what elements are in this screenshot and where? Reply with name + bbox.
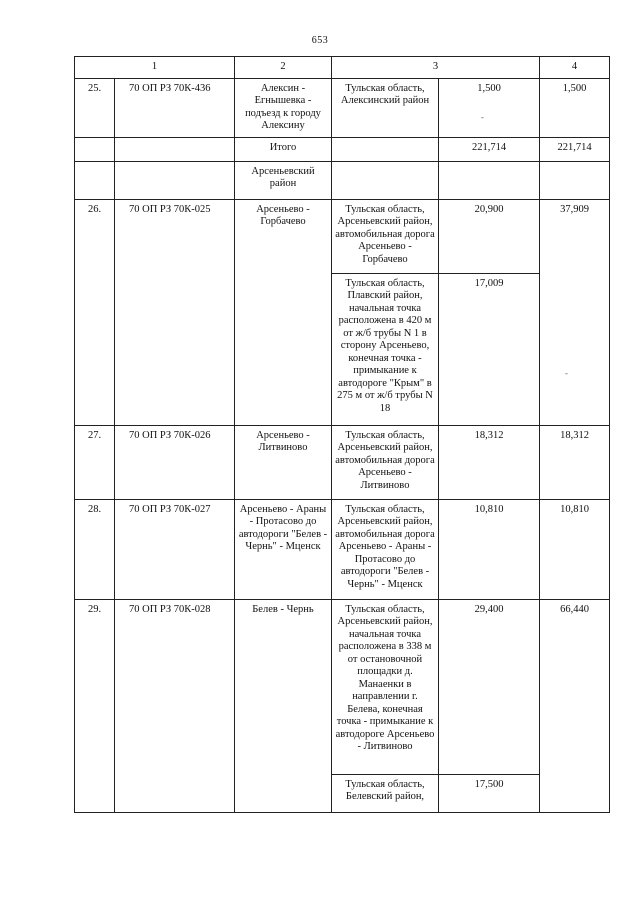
road-location: Тульская область, Арсеньевский район, автомобильная дорога Арсеньево - Горбачево [332,199,439,273]
road-code: 70 ОП РЗ 70К-436 [115,78,235,137]
segment-length: 20,900 [439,199,540,273]
road-name: Арсеньево - Горбачево [235,199,332,425]
segment-length: 18,312 [439,425,540,499]
road-code: 70 ОП РЗ 70К-028 [115,599,235,812]
table-row [75,499,610,599]
table-row [75,425,610,499]
road-code: 70 ОП РЗ 70К-025 [115,199,235,425]
table-row [75,199,610,273]
row-number: 26. [75,199,115,425]
total-sum: 221,714 [540,137,610,161]
roads-table [74,56,610,813]
road-total-length: 18,312 [540,425,610,499]
row-number: 25. [75,78,115,137]
road-name: Арсеньево - Араны - Протасово до автодороги "Белев - Чернь" - Мценск [235,499,332,599]
table-row [75,78,610,137]
road-location: Тульская область, Алексинский район [332,78,439,137]
segment-length: 17,009 [439,273,540,425]
segment-length: 10,810 [439,499,540,599]
table-row [75,599,610,774]
road-name: Алексин - Егнышевка - подъезд к городу Алексину [235,78,332,137]
page-number: 653 [311,35,329,46]
road-code: 70 ОП РЗ 70К-027 [115,499,235,599]
road-location: Тульская область, Арсеньевский район, автомобильная дорога Арсеньево - Араны - Протасово до автодороги "Белев - Чернь" - Мценск [332,499,439,599]
segment-length: 17,500 [439,774,540,812]
road-total-length: 10,810 [540,499,610,599]
road-name: Белев - Чернь [235,599,332,812]
header-cell: 4 [540,57,610,79]
row-number: 27. [75,425,115,499]
table-header-row [75,57,610,79]
header-cell: 3 [332,57,540,79]
segment-length: 29,400 [439,599,540,774]
road-location: Тульская область, Арсеньевский район, автомобильная дорога Арсеньево - Литвиново [332,425,439,499]
row-number: 28. [75,499,115,599]
total-length: 221,714 [439,137,540,161]
header-cell: 1 [75,57,235,79]
road-location: Тульская область, Плавский район, начальная точка расположена в 420 м от ж/б трубы N 1 в сторону Арсеньево, конечная точка - примыкание к автодороге "Крым" в 275 м от ж/б трубы N 18 [332,273,439,425]
road-location: Тульская область, Белевский район, [332,774,439,812]
road-location: Тульская область, Арсеньевский район, начальная точка расположена в 338 м от остановочной площадки д. Манаенки в направлении г. Белева, конечная точка - примыкание к автодороге Арсеньево - Литвиново [332,599,439,774]
road-total-length: 66,440 [540,599,610,812]
row-number: 29. [75,599,115,812]
total-row [75,137,610,161]
scan-mark: - [565,368,568,378]
segment-length: 1,500 [439,78,540,137]
road-code: 70 ОП РЗ 70К-026 [115,425,235,499]
header-cell: 2 [235,57,332,79]
road-total-length: 37,909 [540,199,610,425]
total-label: Итого [235,137,332,161]
scan-mark: - [481,112,484,122]
district-row [75,161,610,199]
road-name: Арсеньево - Литвиново [235,425,332,499]
district-label: Арсеньевский район [235,161,332,199]
road-total-length: 1,500 [540,78,610,137]
